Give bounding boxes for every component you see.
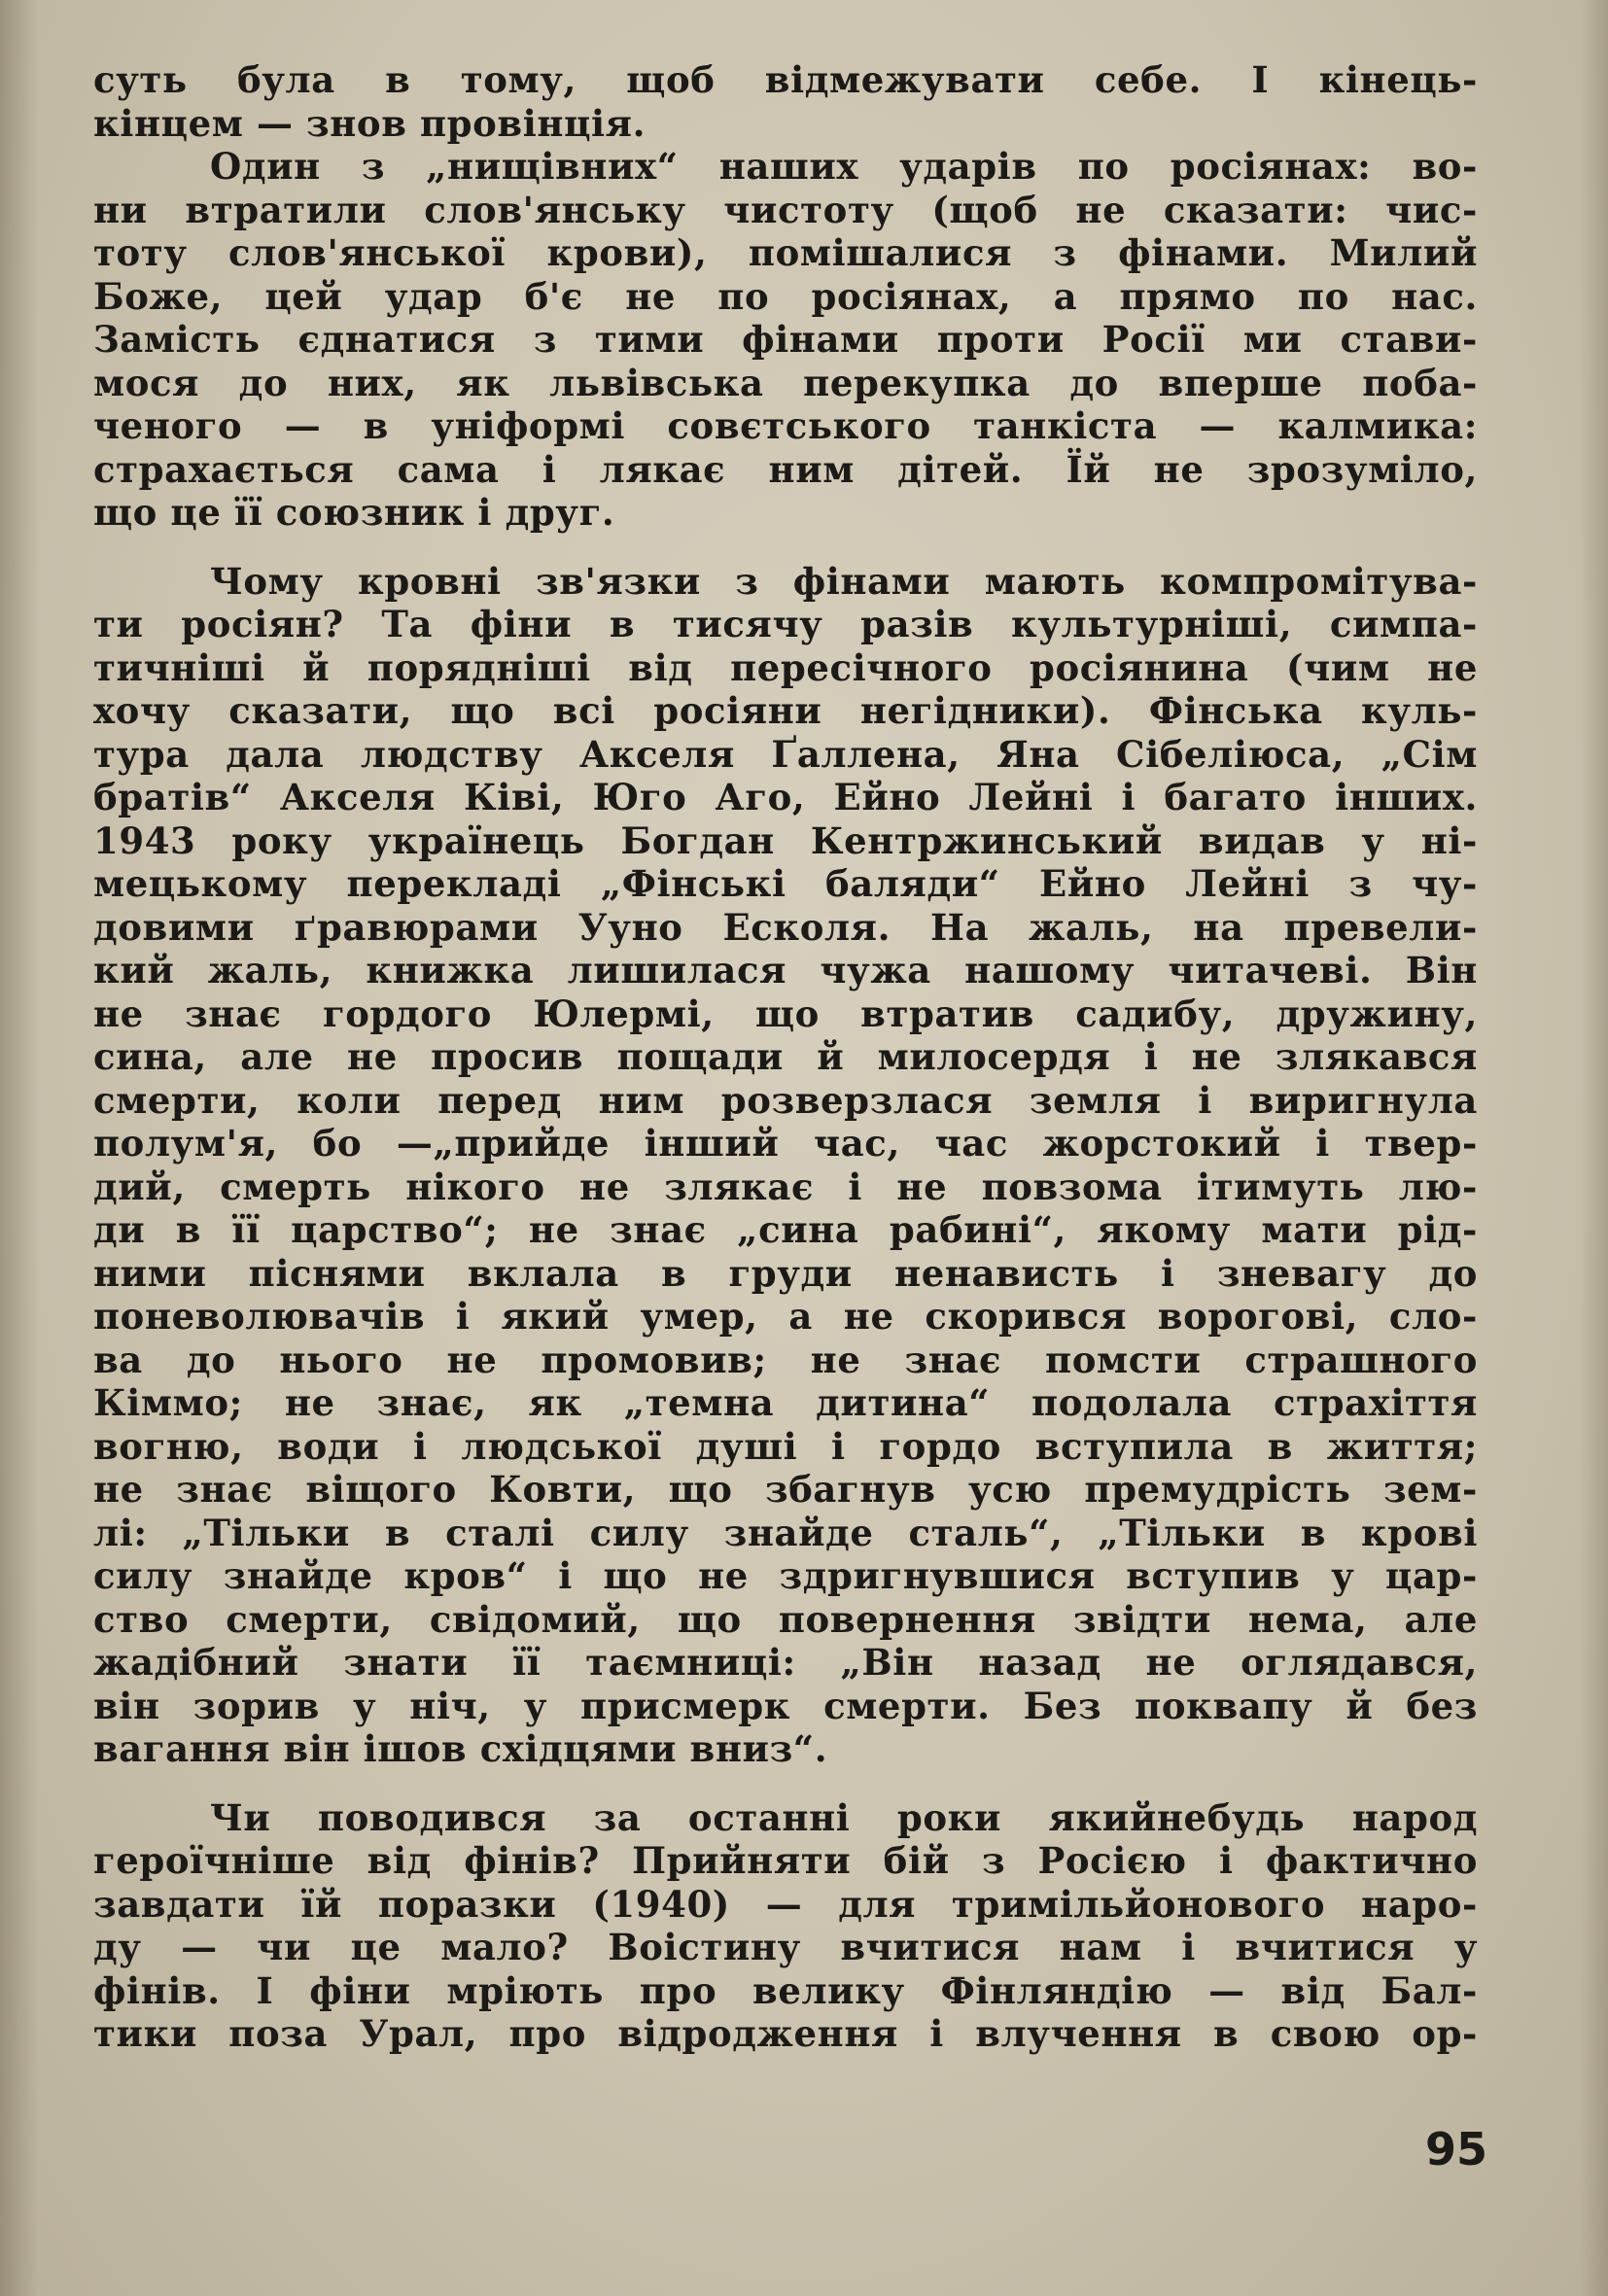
text-line: 1943 року українець Богдан Кентржинський видав у ні-	[93, 818, 1478, 862]
text-line: страхається сама і лякає ним дітей. Їй не зрозуміло,	[93, 447, 1478, 491]
text-line: кий жаль, книжка лишилася чужа нашому читачеві. Він	[93, 949, 1478, 991]
text-line: силу знайде кров“ і що не здригнувшися вступив у цар-	[93, 1554, 1478, 1597]
text-line: дий, смерть нікого не злякає і не повзома ітимуть лю-	[93, 1165, 1478, 1208]
text-line: ти росіян? Та фіни в тисячу разів культурніші, симпа-	[93, 603, 1478, 645]
text-line: Чи поводився за останні роки якийнебудь народ	[210, 1795, 1478, 1839]
text-line: жадібний знати її таємниці: „Він назад не оглядався,	[93, 1641, 1478, 1684]
text-line: Один з „нищівних“ наших ударів по росіянах: во-	[210, 145, 1478, 188]
text-line: ди в її царство“; не знає „сина рабині“, якому мати рід-	[93, 1208, 1478, 1251]
page-edge-shadow-right	[1579, 0, 1608, 2296]
paragraph	[93, 1796, 1478, 2056]
text-line: Замість єднатися з тими фінами проти Росії ми стави-	[93, 318, 1478, 361]
text-line: суть була в тому, щоб відмежувати себе. І кінець-	[93, 58, 1478, 101]
paragraph	[93, 145, 1478, 535]
text-line: ду — чи це мало? Воістину вчитися нам і вчитися у	[93, 1926, 1478, 1968]
text-line: що це її союзник і друг.	[93, 491, 615, 534]
text-line: тоту слов'янської крови), помішалися з фінами. Милий	[93, 231, 1478, 274]
text-line: завдати їй поразки (1940) — для тримільйонового наро-	[93, 1882, 1478, 1926]
text-line: хочу сказати, що всі росіяни негідники). Фінська куль-	[93, 689, 1478, 732]
text-line: вагання він ішов східцями вниз“.	[93, 1727, 828, 1770]
text-line: героїчніше від фінів? Прийняти бій з Росією і фактично	[93, 1839, 1478, 1882]
text-line: фінів. І фіни мріють про велику Фінляндію — від Бал-	[93, 1968, 1478, 2012]
text-line: кінцем — знов провінція.	[93, 101, 647, 145]
text-line: тики поза Урал, про відродження і влучення в свою ор-	[93, 2012, 1478, 2055]
text-line: ченого — в уніформі совєтського танкіста — калмика:	[93, 404, 1478, 447]
page-edge-shadow-left	[0, 0, 39, 2296]
text-line: довими ґравюрами Ууно Есколя. На жаль, на превели-	[93, 905, 1478, 949]
paragraph	[93, 560, 1478, 1771]
page-number: 95	[1425, 2123, 1488, 2175]
text-line: він зорив у ніч, у присмерк смерти. Без поквапу й без	[93, 1684, 1478, 1727]
text-line: ва до нього не промовив; не знає помсти страшного	[93, 1338, 1478, 1381]
paragraph-gap	[93, 1771, 1478, 1796]
text-line: мецькому перекладі „Фінські баляди“ Ейно Лейні з чу-	[93, 862, 1478, 905]
text-line: поневолювачів і який умер, а не скорився ворогові, сло-	[93, 1295, 1478, 1338]
text-line: не знає гордого Юлермі, що втратив садибу, дружину,	[93, 991, 1478, 1035]
paragraph	[93, 58, 1478, 145]
text-line: сина, але не просив пощади й милосердя і не злякався	[93, 1035, 1478, 1078]
text-line: Кіммо; не знає, як „темна дитина“ подолала страхіття	[93, 1381, 1478, 1424]
text-line: Чому кровні зв'язки з фінами мають компромітува-	[210, 559, 1478, 603]
text-line: братів“ Акселя Ківі, Юго Аго, Ейно Лейні і багато інших.	[93, 776, 1478, 818]
text-line: смерти, коли перед ним розверзлася земля і виригнула	[93, 1078, 1478, 1122]
paragraph-gap	[93, 535, 1478, 560]
body-text	[93, 58, 1478, 2056]
text-line: ними піснями вклала в груди ненависть і зневагу до	[93, 1251, 1478, 1295]
text-line: вогню, води і людської душі і гордо вступила в життя;	[93, 1424, 1478, 1468]
text-line: полум'я, бо —„прийде інший час, час жорстокий і твер-	[93, 1122, 1478, 1165]
text-line: не знає віщого Ковти, що збагнув усю премудрість зем-	[93, 1468, 1478, 1511]
text-line: тура дала людству Акселя Ґаллена, Яна Сібеліюса, „Сім	[93, 732, 1478, 776]
text-line: мося до них, як львівська перекупка до вперше поба-	[93, 361, 1478, 404]
text-line: тичніші й порядніші від пересічного росіянина (чим не	[93, 645, 1478, 689]
text-line: Боже, цей удар б'є не по росіянах, а прямо по нас.	[93, 274, 1478, 318]
text-line: ство смерти, свідомий, що повернення звідти нема, але	[93, 1597, 1478, 1641]
text-line: ни втратили слов'янську чистоту (щоб не сказати: чис-	[93, 188, 1478, 231]
text-line: лі: „Тільки в сталі силу знайде сталь“, „Тільки в крові	[93, 1511, 1478, 1554]
